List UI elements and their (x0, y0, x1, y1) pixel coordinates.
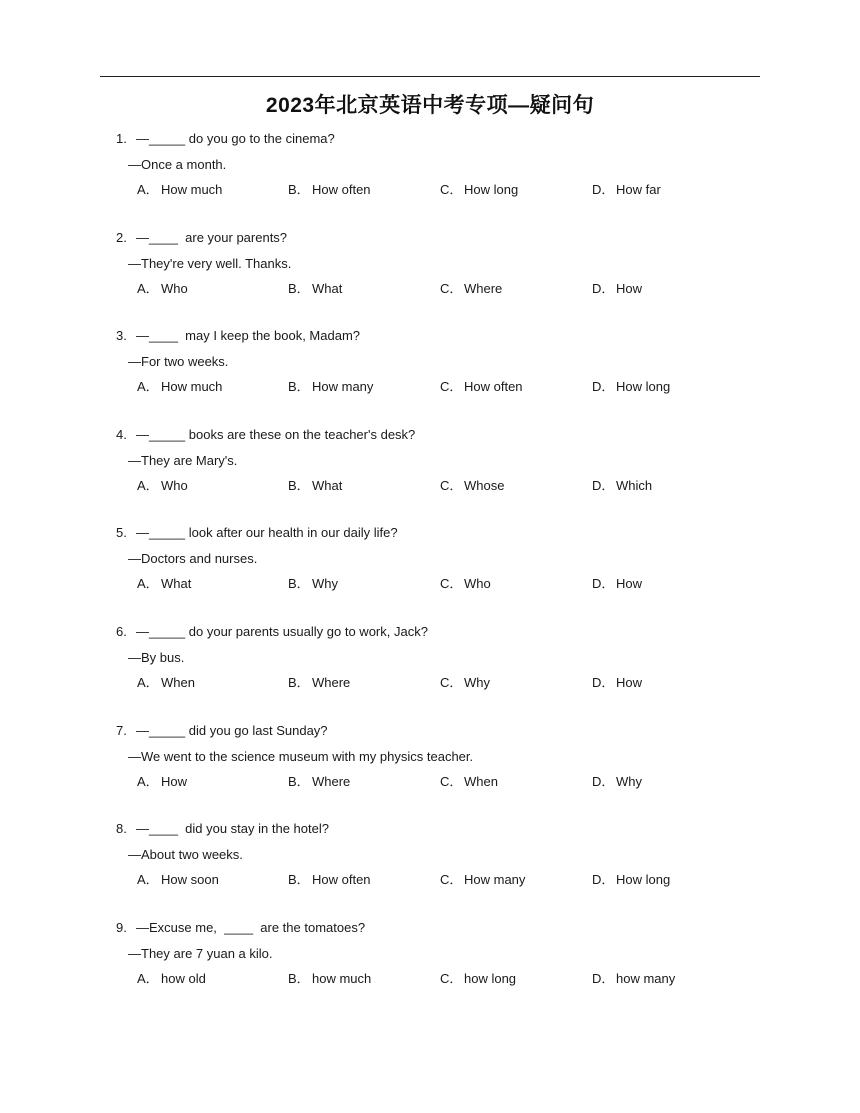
option-text: Who (161, 280, 188, 296)
option-text: How often (464, 379, 523, 395)
question-1 (116, 131, 756, 230)
option-text: Why (312, 576, 338, 592)
question-number: 1. (116, 131, 127, 146)
option-a (137, 182, 222, 198)
question-9 (116, 920, 756, 1019)
question-stem-line (116, 723, 328, 739)
option-d (592, 182, 661, 198)
answer-options (137, 774, 757, 792)
option-text: Why (464, 674, 490, 690)
option-letter: B． (288, 773, 310, 789)
option-c (440, 576, 491, 592)
question-list (116, 131, 756, 1018)
question-number: 5. (116, 525, 127, 541)
question-stem-line (116, 230, 287, 246)
option-text: How (616, 280, 643, 296)
question-stem-line (116, 525, 398, 541)
option-b (288, 576, 338, 592)
question-number: 7. (116, 722, 127, 738)
answer-options (137, 971, 757, 989)
option-letter: C． (440, 773, 463, 789)
dialogue-reply: —For two weeks. (128, 354, 229, 370)
option-text: How many (312, 379, 374, 395)
question-stem-line (116, 131, 335, 147)
option-letter: B． (288, 280, 310, 296)
option-c (440, 478, 504, 494)
option-text: Who (464, 576, 491, 592)
option-letter: B． (288, 477, 310, 493)
option-b (288, 971, 371, 987)
option-text: What (312, 280, 343, 296)
answer-options (137, 379, 757, 397)
question-number: 4. (116, 426, 127, 442)
option-c (440, 971, 516, 987)
option-text: How (616, 576, 643, 592)
question-stem: —Excuse me, ____ are the tomatoes? (136, 919, 366, 935)
option-d (592, 971, 675, 987)
answer-options (137, 478, 757, 496)
option-b (288, 379, 373, 395)
option-text: When (161, 674, 195, 690)
option-letter: B． (288, 576, 310, 592)
dialogue-reply: —About two weeks. (128, 847, 243, 863)
dialogue-reply: —Once a month. (128, 157, 227, 172)
option-text: How far (616, 182, 661, 197)
question-stem-line (116, 427, 415, 443)
question-stem: —_____ look after our health in our daily life? (136, 525, 398, 541)
option-c (440, 182, 518, 198)
option-letter: C． (440, 379, 463, 395)
option-letter: A． (137, 477, 159, 493)
dialogue-reply: —By bus. (128, 649, 185, 665)
option-letter: D． (592, 182, 615, 197)
question-number: 2. (116, 229, 127, 245)
answer-options (137, 576, 757, 594)
option-letter: A． (137, 280, 159, 296)
option-letter: D． (592, 872, 615, 888)
question-number: 3. (116, 328, 127, 344)
option-c (440, 379, 523, 395)
question-7 (116, 723, 756, 822)
option-text: How (161, 773, 188, 789)
option-letter: C． (440, 674, 463, 690)
question-6 (116, 624, 756, 723)
option-a (137, 379, 222, 395)
option-d (592, 872, 670, 888)
answer-options (137, 182, 757, 200)
option-text: Where (312, 674, 351, 690)
option-letter: A． (137, 182, 159, 197)
option-letter: B． (288, 182, 310, 197)
option-d (592, 576, 642, 592)
dialogue-reply: —They're very well. Thanks. (128, 255, 292, 271)
option-text: How often (312, 182, 371, 197)
question-4 (116, 427, 756, 526)
option-letter: A． (137, 576, 159, 592)
option-d (592, 281, 642, 297)
option-d (592, 478, 652, 494)
option-letter: C． (440, 182, 463, 197)
question-5 (116, 525, 756, 624)
option-d (592, 774, 642, 790)
option-d (592, 379, 670, 395)
option-letter: D． (592, 970, 615, 986)
question-stem-line (116, 821, 329, 837)
option-letter: D． (592, 674, 615, 690)
question-stem: —_____ books are these on the teacher's desk? (136, 426, 416, 442)
question-number: 6. (116, 623, 127, 639)
option-text: how old (161, 970, 206, 986)
option-letter: C． (440, 477, 463, 493)
option-text: When (464, 773, 498, 789)
option-letter: A． (137, 674, 159, 690)
option-letter: D． (592, 576, 615, 592)
option-b (288, 182, 371, 198)
option-letter: C． (440, 576, 463, 592)
option-a (137, 281, 188, 297)
option-letter: B． (288, 379, 310, 395)
option-letter: A． (137, 872, 159, 888)
option-c (440, 872, 525, 888)
option-text: How long (616, 872, 671, 888)
option-text: how many (616, 970, 676, 986)
option-text: How much (161, 182, 223, 197)
question-stem-line (116, 328, 360, 344)
option-letter: D． (592, 379, 615, 395)
option-text: Which (616, 477, 653, 493)
option-letter: C． (440, 280, 463, 296)
question-stem: —_____ do you go to the cinema? (136, 131, 335, 146)
option-letter: D． (592, 477, 615, 493)
option-d (592, 675, 642, 691)
option-text: How (616, 674, 643, 690)
option-text: What (161, 576, 192, 592)
question-stem: —____ may I keep the book, Madam? (136, 328, 361, 344)
question-8 (116, 821, 756, 920)
option-c (440, 281, 502, 297)
question-stem-line (116, 920, 365, 936)
option-text: How long (616, 379, 671, 395)
option-a (137, 774, 187, 790)
answer-options (137, 675, 757, 693)
option-letter: C． (440, 970, 463, 986)
option-a (137, 576, 191, 592)
question-stem: —____ did you stay in the hotel? (136, 821, 329, 837)
option-text: How soon (161, 872, 219, 888)
option-letter: B． (288, 970, 310, 986)
option-c (440, 675, 490, 691)
option-text: how much (312, 970, 372, 986)
option-c (440, 774, 498, 790)
option-a (137, 971, 206, 987)
option-letter: D． (592, 280, 615, 296)
option-letter: A． (137, 773, 159, 789)
question-3 (116, 328, 756, 427)
dialogue-reply: —We went to the science museum with my physics teacher. (128, 748, 474, 764)
option-b (288, 675, 350, 691)
page-title: 2023年北京英语中考专项—疑问句 (265, 94, 595, 117)
question-stem-line (116, 624, 428, 640)
option-text: Who (161, 477, 188, 493)
option-text: Why (616, 773, 642, 789)
question-stem: —_____ do your parents usually go to work, Jack? (136, 623, 428, 639)
question-number: 8. (116, 821, 127, 837)
option-text: Whose (464, 477, 505, 493)
question-number: 9. (116, 919, 127, 935)
option-b (288, 281, 342, 297)
option-letter: D． (592, 773, 615, 789)
option-a (137, 675, 195, 691)
answer-options (137, 281, 757, 299)
option-a (137, 872, 219, 888)
option-text: What (312, 477, 343, 493)
option-letter: B． (288, 674, 310, 690)
option-text: Where (464, 280, 503, 296)
question-2 (116, 230, 756, 329)
header-rule (100, 76, 760, 77)
option-text: Where (312, 773, 351, 789)
dialogue-reply: —They are 7 yuan a kilo. (128, 945, 273, 961)
option-letter: A． (137, 970, 159, 986)
option-letter: B． (288, 872, 310, 888)
option-text: How many (464, 872, 526, 888)
question-stem: —____ are your parents? (136, 229, 288, 245)
option-letter: C． (440, 872, 463, 888)
option-b (288, 872, 371, 888)
dialogue-reply: —They are Mary's. (128, 452, 238, 468)
option-letter: A． (137, 379, 159, 395)
option-text: how long (464, 970, 517, 986)
option-text: How much (161, 379, 223, 395)
answer-options (137, 872, 757, 890)
option-text: How often (312, 872, 371, 888)
option-a (137, 478, 188, 494)
option-text: How long (464, 182, 519, 197)
option-b (288, 774, 350, 790)
question-stem: —_____ did you go last Sunday? (136, 722, 328, 738)
option-b (288, 478, 342, 494)
dialogue-reply: —Doctors and nurses. (128, 551, 258, 567)
